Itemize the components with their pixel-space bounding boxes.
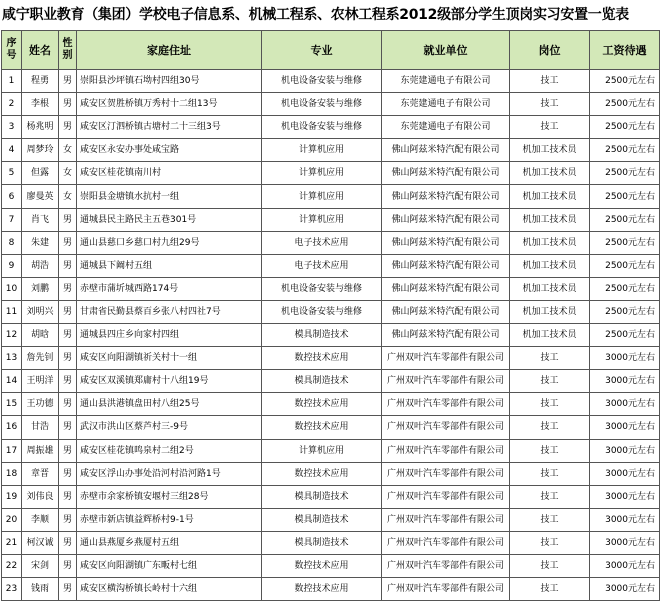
cell-position: 技工 bbox=[510, 554, 590, 577]
cell-position: 机加工技术员 bbox=[510, 324, 590, 347]
cell-salary: 3000元左右 bbox=[590, 554, 660, 577]
cell-salary: 2500元左右 bbox=[590, 254, 660, 277]
cell-name: 朱建 bbox=[22, 231, 59, 254]
cell-index: 23 bbox=[2, 578, 22, 601]
cell-gender: 男 bbox=[59, 277, 77, 300]
cell-position: 技工 bbox=[510, 116, 590, 139]
table-row bbox=[2, 462, 660, 485]
cell-employer: 广州双叶汽车零部件有限公司 bbox=[382, 554, 510, 577]
cell-position: 技工 bbox=[510, 70, 590, 93]
cell-gender: 男 bbox=[59, 508, 77, 531]
cell-name: 刘伟良 bbox=[22, 485, 59, 508]
cell-index: 19 bbox=[2, 485, 22, 508]
cell-address: 咸安区永安办事处咸宝路 bbox=[77, 139, 262, 162]
cell-employer: 广州双叶汽车零部件有限公司 bbox=[382, 578, 510, 601]
table-row bbox=[2, 93, 660, 116]
cell-address: 咸安区桂花镇南川村 bbox=[77, 162, 262, 185]
header-index: 序号 bbox=[2, 31, 22, 70]
cell-employer: 东莞建通电子有限公司 bbox=[382, 116, 510, 139]
cell-name: 詹先钊 bbox=[22, 347, 59, 370]
cell-gender: 男 bbox=[59, 370, 77, 393]
cell-address: 咸安区贺胜桥镇万秀村十二组13号 bbox=[77, 93, 262, 116]
cell-gender: 男 bbox=[59, 439, 77, 462]
cell-major: 数控技术应用 bbox=[262, 554, 382, 577]
cell-position: 机加工技术员 bbox=[510, 208, 590, 231]
cell-employer: 佛山阿兹米特汽配有限公司 bbox=[382, 185, 510, 208]
header-gender: 性别 bbox=[59, 31, 77, 70]
cell-major: 计算机应用 bbox=[262, 439, 382, 462]
table-row bbox=[2, 254, 660, 277]
cell-salary: 2500元左右 bbox=[590, 208, 660, 231]
cell-address: 赤壁市蒲圻城西路174号 bbox=[77, 277, 262, 300]
cell-gender: 男 bbox=[59, 208, 77, 231]
cell-salary: 2500元左右 bbox=[590, 185, 660, 208]
cell-index: 2 bbox=[2, 93, 22, 116]
cell-name: 刘鹏 bbox=[22, 277, 59, 300]
table-row bbox=[2, 578, 660, 601]
cell-address: 咸安区桂花镇鸣泉村二组2号 bbox=[77, 439, 262, 462]
cell-name: 周梦玲 bbox=[22, 139, 59, 162]
cell-salary: 2500元左右 bbox=[590, 93, 660, 116]
cell-employer: 广州双叶汽车零部件有限公司 bbox=[382, 508, 510, 531]
cell-address: 甘肃省民勤县蔡百乡张八村四社7号 bbox=[77, 300, 262, 323]
cell-salary: 2500元左右 bbox=[590, 277, 660, 300]
cell-major: 数控技术应用 bbox=[262, 416, 382, 439]
page-title: 咸宁职业教育（集团）学校电子信息系、机械工程系、农林工程系2012级部分学生顶岗实习安置一览表 bbox=[2, 7, 629, 23]
cell-salary: 2500元左右 bbox=[590, 162, 660, 185]
cell-index: 14 bbox=[2, 370, 22, 393]
cell-employer: 广州双叶汽车零部件有限公司 bbox=[382, 347, 510, 370]
cell-gender: 男 bbox=[59, 300, 77, 323]
cell-position: 技工 bbox=[510, 347, 590, 370]
cell-name: 钱雨 bbox=[22, 578, 59, 601]
header-major: 专业 bbox=[262, 31, 382, 70]
cell-name: 廖曼英 bbox=[22, 185, 59, 208]
cell-position: 机加工技术员 bbox=[510, 162, 590, 185]
cell-index: 7 bbox=[2, 208, 22, 231]
cell-salary: 3000元左右 bbox=[590, 462, 660, 485]
cell-name: 李顺 bbox=[22, 508, 59, 531]
table-row bbox=[2, 370, 660, 393]
cell-major: 计算机应用 bbox=[262, 162, 382, 185]
table-body bbox=[2, 70, 660, 601]
cell-address: 赤壁市余家桥镇安堰村三组28号 bbox=[77, 485, 262, 508]
cell-position: 机加工技术员 bbox=[510, 277, 590, 300]
table-row bbox=[2, 485, 660, 508]
table-row bbox=[2, 324, 660, 347]
cell-position: 机加工技术员 bbox=[510, 231, 590, 254]
cell-salary: 3000元左右 bbox=[590, 347, 660, 370]
cell-address: 咸安区向阳湖镇祈关村十一组 bbox=[77, 347, 262, 370]
cell-major: 计算机应用 bbox=[262, 139, 382, 162]
cell-employer: 东莞建通电子有限公司 bbox=[382, 70, 510, 93]
cell-address: 咸安区横沟桥镇长岭村十六组 bbox=[77, 578, 262, 601]
table-row bbox=[2, 70, 660, 93]
cell-salary: 2500元左右 bbox=[590, 324, 660, 347]
placement-table bbox=[1, 30, 660, 601]
cell-address: 通山县燕厦乡燕厦村五组 bbox=[77, 531, 262, 554]
table-row bbox=[2, 185, 660, 208]
cell-name: 肖飞 bbox=[22, 208, 59, 231]
cell-employer: 佛山阿兹米特汽配有限公司 bbox=[382, 300, 510, 323]
cell-index: 11 bbox=[2, 300, 22, 323]
cell-major: 计算机应用 bbox=[262, 185, 382, 208]
cell-index: 8 bbox=[2, 231, 22, 254]
cell-major: 机电设备安装与维修 bbox=[262, 70, 382, 93]
cell-major: 机电设备安装与维修 bbox=[262, 116, 382, 139]
table-row bbox=[2, 439, 660, 462]
cell-major: 模具制造技术 bbox=[262, 531, 382, 554]
table-row bbox=[2, 162, 660, 185]
cell-employer: 东莞建通电子有限公司 bbox=[382, 93, 510, 116]
cell-major: 模具制造技术 bbox=[262, 370, 382, 393]
cell-salary: 2500元左右 bbox=[590, 231, 660, 254]
cell-gender: 男 bbox=[59, 231, 77, 254]
cell-index: 16 bbox=[2, 416, 22, 439]
cell-gender: 男 bbox=[59, 347, 77, 370]
cell-major: 电子技术应用 bbox=[262, 231, 382, 254]
cell-major: 模具制造技术 bbox=[262, 485, 382, 508]
cell-salary: 3000元左右 bbox=[590, 393, 660, 416]
cell-employer: 广州双叶汽车零部件有限公司 bbox=[382, 416, 510, 439]
cell-name: 程勇 bbox=[22, 70, 59, 93]
cell-salary: 2500元左右 bbox=[590, 300, 660, 323]
cell-name: 王功德 bbox=[22, 393, 59, 416]
cell-major: 数控技术应用 bbox=[262, 393, 382, 416]
cell-position: 技工 bbox=[510, 416, 590, 439]
cell-name: 章晋 bbox=[22, 462, 59, 485]
table-row bbox=[2, 208, 660, 231]
cell-employer: 佛山阿兹米特汽配有限公司 bbox=[382, 208, 510, 231]
cell-gender: 男 bbox=[59, 93, 77, 116]
cell-gender: 男 bbox=[59, 462, 77, 485]
table-row bbox=[2, 508, 660, 531]
cell-index: 6 bbox=[2, 185, 22, 208]
cell-gender: 男 bbox=[59, 324, 77, 347]
cell-gender: 男 bbox=[59, 554, 77, 577]
cell-gender: 男 bbox=[59, 578, 77, 601]
cell-name: 王明洋 bbox=[22, 370, 59, 393]
cell-employer: 佛山阿兹米特汽配有限公司 bbox=[382, 254, 510, 277]
cell-name: 刘明兴 bbox=[22, 300, 59, 323]
cell-employer: 广州双叶汽车零部件有限公司 bbox=[382, 439, 510, 462]
cell-address: 武汉市洪山区蔡芦村三-9号 bbox=[77, 416, 262, 439]
cell-address: 崇阳县金塘镇水抗村一组 bbox=[77, 185, 262, 208]
cell-gender: 男 bbox=[59, 393, 77, 416]
cell-major: 模具制造技术 bbox=[262, 508, 382, 531]
table-row bbox=[2, 139, 660, 162]
cell-major: 数控技术应用 bbox=[262, 347, 382, 370]
header-address: 家庭住址 bbox=[77, 31, 262, 70]
cell-major: 计算机应用 bbox=[262, 208, 382, 231]
cell-position: 技工 bbox=[510, 531, 590, 554]
cell-position: 技工 bbox=[510, 485, 590, 508]
cell-major: 机电设备安装与维修 bbox=[262, 277, 382, 300]
table-row bbox=[2, 300, 660, 323]
table-row bbox=[2, 277, 660, 300]
cell-salary: 3000元左右 bbox=[590, 416, 660, 439]
cell-index: 1 bbox=[2, 70, 22, 93]
cell-address: 咸安区浮山办事处沿河村沿河路1号 bbox=[77, 462, 262, 485]
cell-position: 技工 bbox=[510, 370, 590, 393]
cell-position: 机加工技术员 bbox=[510, 185, 590, 208]
cell-address: 咸安区向阳湖镇广东畈村七组 bbox=[77, 554, 262, 577]
cell-employer: 广州双叶汽车零部件有限公司 bbox=[382, 462, 510, 485]
cell-name: 胡浩 bbox=[22, 254, 59, 277]
cell-index: 17 bbox=[2, 439, 22, 462]
cell-name: 周振雄 bbox=[22, 439, 59, 462]
cell-employer: 广州双叶汽车零部件有限公司 bbox=[382, 485, 510, 508]
cell-address: 咸安区汀泗桥镇古塘村二十三组3号 bbox=[77, 116, 262, 139]
cell-index: 10 bbox=[2, 277, 22, 300]
cell-name: 但露 bbox=[22, 162, 59, 185]
cell-major: 机电设备安装与维修 bbox=[262, 93, 382, 116]
cell-gender: 女 bbox=[59, 185, 77, 208]
cell-gender: 男 bbox=[59, 416, 77, 439]
cell-salary: 2500元左右 bbox=[590, 70, 660, 93]
cell-index: 12 bbox=[2, 324, 22, 347]
cell-address: 赤壁市新店镇益辉桥村9-1号 bbox=[77, 508, 262, 531]
cell-name: 李根 bbox=[22, 93, 59, 116]
header-salary: 工资待遇 bbox=[590, 31, 660, 70]
cell-index: 21 bbox=[2, 531, 22, 554]
cell-position: 技工 bbox=[510, 393, 590, 416]
table-row bbox=[2, 554, 660, 577]
cell-major: 电子技术应用 bbox=[262, 254, 382, 277]
cell-position: 机加工技术员 bbox=[510, 254, 590, 277]
cell-gender: 女 bbox=[59, 162, 77, 185]
cell-employer: 佛山阿兹米特汽配有限公司 bbox=[382, 162, 510, 185]
cell-position: 技工 bbox=[510, 508, 590, 531]
cell-position: 技工 bbox=[510, 578, 590, 601]
cell-address: 通山县洪港镇盘田村八组25号 bbox=[77, 393, 262, 416]
table-row bbox=[2, 393, 660, 416]
cell-index: 18 bbox=[2, 462, 22, 485]
header-employer: 就业单位 bbox=[382, 31, 510, 70]
cell-employer: 广州双叶汽车零部件有限公司 bbox=[382, 393, 510, 416]
cell-major: 机电设备安装与维修 bbox=[262, 300, 382, 323]
cell-salary: 3000元左右 bbox=[590, 439, 660, 462]
header-position: 岗位 bbox=[510, 31, 590, 70]
cell-position: 机加工技术员 bbox=[510, 300, 590, 323]
table-row bbox=[2, 347, 660, 370]
cell-gender: 男 bbox=[59, 485, 77, 508]
cell-address: 通山县慈口乡慈口村九组29号 bbox=[77, 231, 262, 254]
cell-salary: 2500元左右 bbox=[590, 139, 660, 162]
cell-salary: 3000元左右 bbox=[590, 578, 660, 601]
cell-index: 15 bbox=[2, 393, 22, 416]
cell-major: 数控技术应用 bbox=[262, 578, 382, 601]
cell-index: 3 bbox=[2, 116, 22, 139]
cell-address: 崇阳县沙坪镇石坳村四组30号 bbox=[77, 70, 262, 93]
cell-salary: 3000元左右 bbox=[590, 370, 660, 393]
cell-position: 技工 bbox=[510, 93, 590, 116]
table-row bbox=[2, 416, 660, 439]
cell-index: 5 bbox=[2, 162, 22, 185]
cell-address: 通城县民主路民主五巷301号 bbox=[77, 208, 262, 231]
cell-employer: 佛山阿兹米特汽配有限公司 bbox=[382, 139, 510, 162]
cell-position: 机加工技术员 bbox=[510, 139, 590, 162]
cell-address: 通城县下阚村五组 bbox=[77, 254, 262, 277]
table-row bbox=[2, 531, 660, 554]
cell-index: 9 bbox=[2, 254, 22, 277]
cell-gender: 女 bbox=[59, 139, 77, 162]
cell-index: 13 bbox=[2, 347, 22, 370]
cell-name: 宋剑 bbox=[22, 554, 59, 577]
cell-gender: 男 bbox=[59, 531, 77, 554]
cell-name: 甘浩 bbox=[22, 416, 59, 439]
table-header-row bbox=[2, 31, 660, 70]
cell-address: 通城县四庄乡向家村四组 bbox=[77, 324, 262, 347]
cell-index: 4 bbox=[2, 139, 22, 162]
cell-employer: 佛山阿兹米特汽配有限公司 bbox=[382, 231, 510, 254]
cell-index: 20 bbox=[2, 508, 22, 531]
cell-gender: 男 bbox=[59, 254, 77, 277]
cell-salary: 2500元左右 bbox=[590, 116, 660, 139]
table-row bbox=[2, 116, 660, 139]
cell-salary: 3000元左右 bbox=[590, 485, 660, 508]
cell-employer: 广州双叶汽车零部件有限公司 bbox=[382, 370, 510, 393]
cell-name: 柯汉诚 bbox=[22, 531, 59, 554]
cell-position: 技工 bbox=[510, 439, 590, 462]
cell-name: 胡晗 bbox=[22, 324, 59, 347]
cell-major: 模具制造技术 bbox=[262, 324, 382, 347]
cell-gender: 男 bbox=[59, 70, 77, 93]
cell-employer: 佛山阿兹米特汽配有限公司 bbox=[382, 277, 510, 300]
cell-position: 技工 bbox=[510, 462, 590, 485]
cell-address: 咸安区双溪镇郑庸村十八组19号 bbox=[77, 370, 262, 393]
header-name: 姓名 bbox=[22, 31, 59, 70]
cell-index: 22 bbox=[2, 554, 22, 577]
table-row bbox=[2, 231, 660, 254]
cell-employer: 广州双叶汽车零部件有限公司 bbox=[382, 531, 510, 554]
cell-gender: 男 bbox=[59, 116, 77, 139]
cell-employer: 佛山阿兹米特汽配有限公司 bbox=[382, 324, 510, 347]
cell-name: 杨兆明 bbox=[22, 116, 59, 139]
cell-salary: 3000元左右 bbox=[590, 508, 660, 531]
cell-salary: 3000元左右 bbox=[590, 531, 660, 554]
cell-major: 数控技术应用 bbox=[262, 462, 382, 485]
